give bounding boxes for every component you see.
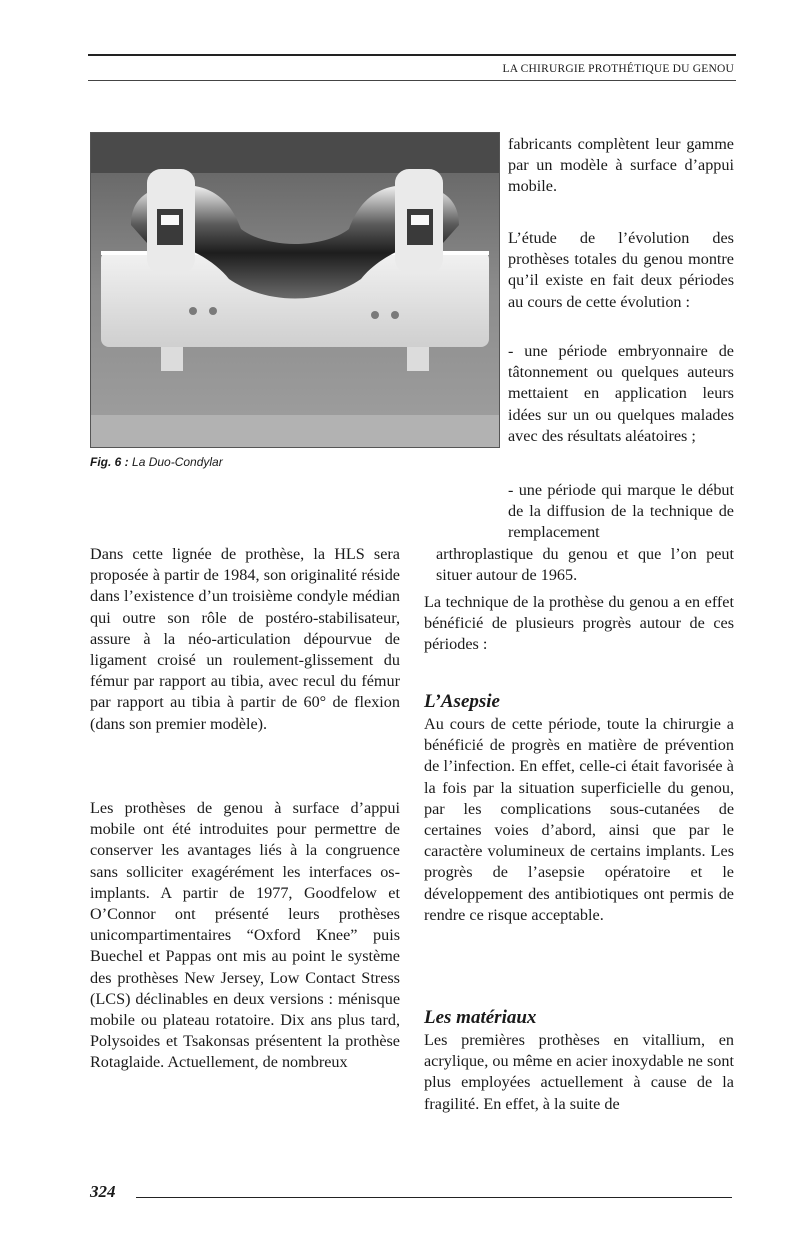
top-rule bbox=[88, 54, 736, 56]
right-paragraph-3: La technique de la prothèse du genou a en effet bénéficié de plusieurs progrès autour de ces périodes : bbox=[424, 593, 734, 654]
section-title-asepsie: L’Asepsie bbox=[424, 691, 500, 712]
list-item-2-start: - une période qui marque le début de la diffusion de la technique de remplacement bbox=[508, 481, 734, 542]
figure-photo bbox=[90, 132, 500, 448]
list-item-1: - une période embryonnaire de tâtonnement ou quelques auteurs mettaient en application leurs idées sur un ou quelques malades avec des résultats aléatoires ; bbox=[508, 342, 734, 445]
figure-caption bbox=[90, 455, 223, 469]
section-body-asepsie: Au cours de cette période, toute la chirurgie a bénéficié de progrès en matière de prévention de l’infection. En effet, celle-ci était favorisée à la fois par la situation superficielle du genou, par les complications sous-cutanées de certaines voies d’abord, ainsi que par le caractère volumineux de certains implants. Les progrès de l’asepsie opératoire et le développement des antibiotiques ont permis de rendre ce risque acceptable. bbox=[424, 715, 734, 924]
left-paragraph-2: Les prothèses de genou à surface d’appui mobile ont été introduites pour permettre de conserver les avantages liés à la congruence sans solliciter exagérément les interfaces os-implants. A partir de 1977, Goodfelow et O’Connor ont présenté leurs prothèses unicompartimentaires “Oxford Knee” puis Buechel et Pappas ont mis au point le système des prothèses New Jersey, Low Contact Stress (LCS) déclinables en deux versions : ménisque mobile ou plateau rotatoire. Dix ans plus tard, Polysoides et Tsakonsas présentent la prothèse Rotaglaide. Actuellement, de nombreux bbox=[90, 799, 400, 1072]
list-item-2-end: arthroplastique du genou et que l’on peut situer autour de 1965. bbox=[436, 545, 734, 585]
left-paragraph-1: Dans cette lignée de prothèse, la HLS sera proposée à partir de 1984, son originalité réside dans l’existence d’un troisième condyle médian qui outre son rôle de postéro-stabilisateur, assure à la néo-articulation dépourvue de ligament croisé un roulement-glissement du fémur par rapport au tibia, avec recul du fémur par rapport au tibia à partir de 60° de flexion (dans son premier modèle). bbox=[90, 545, 400, 733]
page-number: 324 bbox=[90, 1182, 116, 1201]
figure-caption-text: La Duo-Condylar bbox=[132, 455, 223, 469]
figure-label: Fig. 6 : bbox=[90, 455, 129, 469]
footer-rule bbox=[136, 1197, 732, 1198]
right-paragraph-1: fabricants complètent leur gamme par un modèle à surface d’appui mobile. bbox=[508, 135, 734, 196]
section-title-materiaux: Les matériaux bbox=[424, 1007, 537, 1028]
knee-prosthesis-illustration bbox=[91, 133, 499, 447]
header-rule bbox=[88, 80, 736, 81]
running-header: LA CHIRURGIE PROTHÉTIQUE DU GENOU bbox=[502, 63, 734, 75]
right-paragraph-2: L’étude de l’évolution des prothèses totales du genou montre qu’il existe en fait deux périodes au cours de cette évolution : bbox=[508, 229, 734, 311]
section-body-materiaux: Les premières prothèses en vitallium, en acrylique, ou même en acier inoxydable ne sont plus employées actuellement à cause de la fragilité. En effet, à la suite de bbox=[424, 1031, 734, 1113]
